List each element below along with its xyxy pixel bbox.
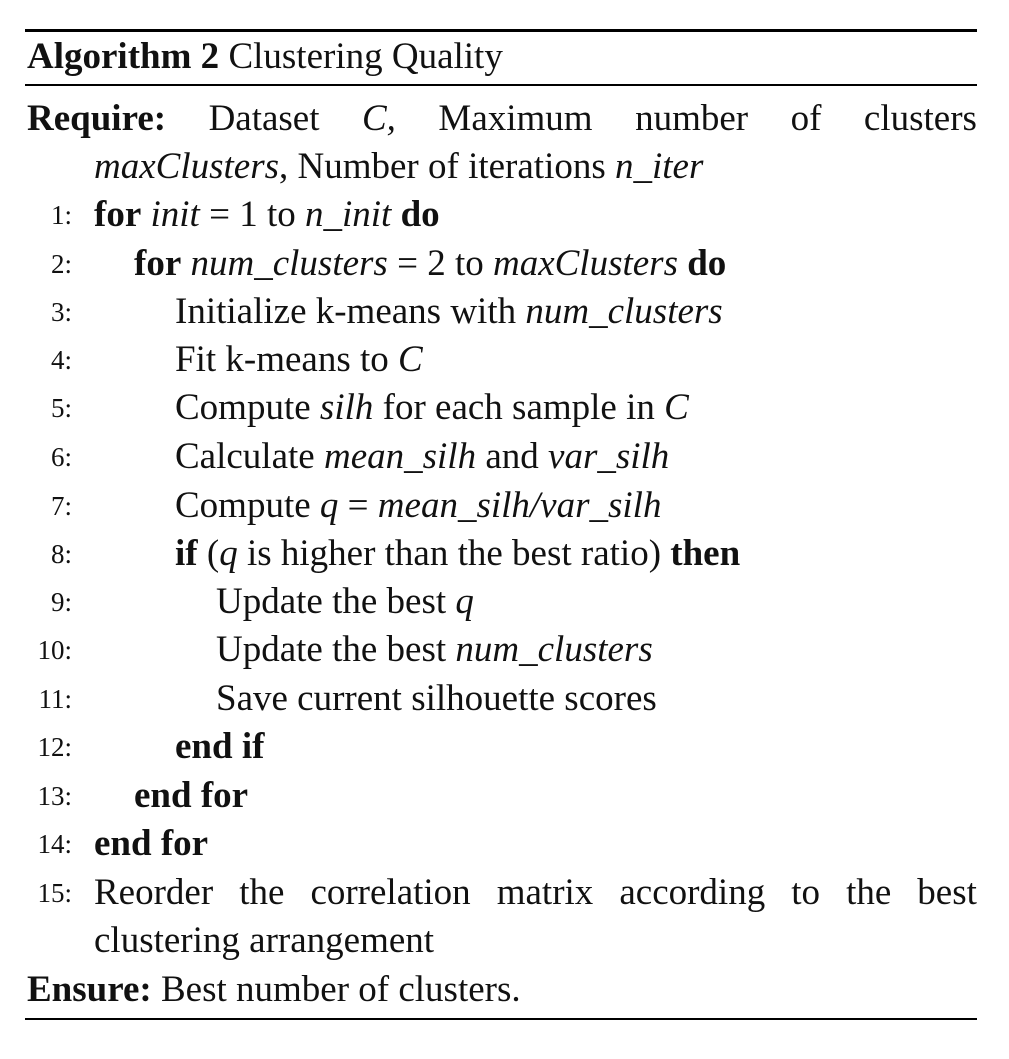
text: Compute (175, 485, 320, 526)
line-number: 8: (50, 539, 72, 569)
line-number: 11: (38, 684, 72, 714)
keyword: end for (94, 823, 209, 864)
keyword: then (670, 533, 741, 574)
require-keyword: Require: (27, 98, 167, 139)
algo-line-9 (0, 578, 1009, 626)
algo-line-3 (0, 288, 1009, 336)
require-line (27, 95, 977, 143)
require-word: Maximum (438, 98, 593, 139)
var: q (219, 533, 238, 574)
text: Calculate (175, 436, 324, 477)
require-word: of (790, 98, 822, 139)
line-number: 13: (37, 781, 72, 811)
text: and (476, 436, 549, 477)
text: is higher than the best ratio) (237, 533, 671, 574)
text: Fit k-means to (175, 339, 399, 380)
keyword: do (400, 194, 440, 235)
algo-line-2 (0, 240, 1009, 288)
algo-line-15-text (94, 869, 977, 917)
algorithm-title: Clustering Quality (228, 36, 503, 77)
var: q (319, 485, 339, 526)
line-number: 15: (37, 878, 72, 908)
line-number: 4: (50, 345, 72, 375)
word: matrix (496, 872, 594, 913)
text: = (338, 485, 378, 526)
var: num_clusters (190, 243, 388, 284)
var: num_clusters (525, 291, 723, 332)
algo-line-11 (0, 675, 1009, 723)
text: ( (197, 533, 220, 574)
algo-line-1 (0, 191, 1009, 239)
top-rule (25, 29, 977, 32)
keyword: if (175, 533, 198, 574)
algo-line-4 (0, 336, 1009, 384)
algo-line-8 (0, 530, 1009, 578)
word: correlation (310, 872, 471, 913)
keyword: for (134, 243, 182, 284)
var: C (398, 339, 423, 380)
var: var_silh (548, 436, 670, 477)
keyword: end for (134, 775, 249, 816)
require-word: clusters (863, 98, 977, 139)
algorithm-caption (27, 33, 503, 81)
word: the (846, 872, 892, 913)
text: Save current silhouette scores (216, 678, 657, 719)
line-number: 6: (50, 442, 72, 472)
text: for each sample in (373, 387, 665, 428)
word: according (619, 872, 766, 913)
word: Reorder (94, 872, 214, 913)
word: the (239, 872, 285, 913)
line-number: 9: (50, 587, 72, 617)
text: = 2 to (387, 243, 493, 284)
line-number: 7: (50, 491, 72, 521)
require-word: number (635, 98, 749, 139)
algo-line-7 (0, 482, 1009, 530)
algo-line-10 (0, 626, 1009, 674)
var: n_init (305, 194, 392, 235)
require-continuation (94, 143, 703, 191)
text: Update the best (216, 629, 456, 670)
keyword: for (94, 194, 142, 235)
var: maxClusters (492, 243, 678, 284)
algo-line-13 (0, 772, 1009, 820)
algo-line-5 (0, 384, 1009, 432)
header-rule (25, 84, 977, 86)
algorithm-label: Algorithm 2 (27, 36, 220, 77)
text: = 1 to (199, 194, 305, 235)
require-cont-text: , Number of iterations (279, 146, 615, 187)
require-word: C, (362, 98, 396, 139)
word: best (917, 872, 977, 913)
text: Update the best (216, 581, 456, 622)
line-number: 3: (50, 297, 72, 327)
var-maxclusters: maxClusters (94, 146, 279, 187)
ensure-line (27, 966, 521, 1014)
line-number: 5: (50, 393, 72, 423)
line-number: 1: (50, 200, 72, 230)
var: init (150, 194, 200, 235)
var: mean_silh/var_silh (377, 485, 662, 526)
ensure-text: Best number of clusters. (151, 969, 521, 1010)
var: silh (319, 387, 374, 428)
algo-line-14 (0, 820, 1009, 868)
algo-line-6 (0, 433, 1009, 481)
algo-line-15-continuation (94, 917, 434, 965)
var: num_clusters (455, 629, 653, 670)
keyword: do (687, 243, 727, 284)
ensure-keyword: Ensure: (27, 969, 152, 1010)
text: Initialize k-means with (175, 291, 526, 332)
var: mean_silh (323, 436, 477, 477)
line-number: 12: (37, 732, 72, 762)
var: C (664, 387, 689, 428)
line-number: 10: (37, 635, 72, 665)
algo-line-12 (0, 723, 1009, 771)
line-number: 2: (50, 249, 72, 279)
var: q (455, 581, 474, 622)
word: to (791, 872, 821, 913)
bottom-rule (25, 1018, 977, 1020)
require-word: Dataset (208, 98, 320, 139)
text: Compute (175, 387, 320, 428)
line-number: 14: (37, 829, 72, 859)
text: clustering arrangement (94, 920, 435, 961)
var-n-iter: n_iter (615, 146, 704, 187)
keyword: end if (175, 726, 265, 767)
